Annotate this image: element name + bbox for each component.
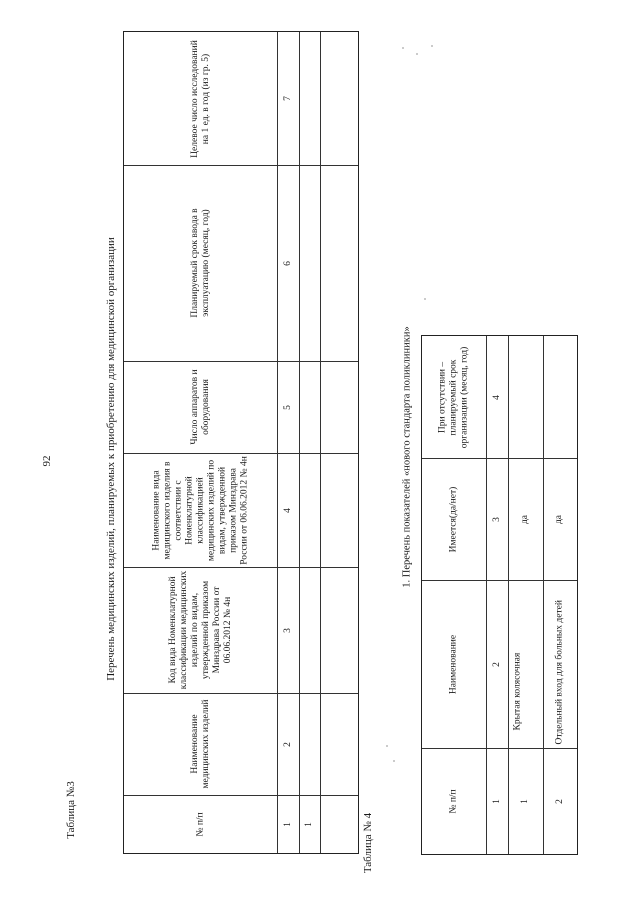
table3-header-col1: № п/п	[195, 811, 205, 837]
table4-row1-available: да	[520, 514, 530, 524]
table3-colnum-5: 5	[282, 404, 293, 410]
table3	[123, 31, 359, 854]
table4-header-col3: Имеется(да/нет)	[448, 486, 459, 552]
table-row: 2	[554, 798, 565, 804]
table3-colnum-1: 1	[282, 821, 293, 827]
table4-colnum-3: 3	[491, 516, 502, 522]
table4-colnum-4: 4	[491, 394, 502, 400]
table3-colnum-4: 4	[282, 507, 293, 513]
page-number: 92	[41, 455, 53, 467]
table3-colnum-7: 7	[282, 96, 293, 101]
table-row: 1	[304, 821, 314, 827]
table3-header-col7: Целевое число исследований на 1 ед. в год (из гр. 5)	[189, 39, 211, 158]
table4-colnum-2: 2	[491, 661, 502, 667]
table3-title: Перечень медицинских изделий, планируемых к приобретению для медицинской организации	[105, 237, 117, 681]
table4-header-col1: № п/п	[448, 788, 459, 814]
table4	[421, 335, 578, 855]
table3-colnum-3: 3	[282, 627, 293, 633]
table3-colnum-6: 6	[282, 260, 293, 266]
table4-row2-name: Отдельный вход для больных детей	[554, 599, 565, 744]
table3-header-col4: Наименование вида медицинского изделия в соответствии с Номенклатурной классификацией медицинских изделий по видам, утвержденной приказом Минздрава России от 06.06.2012 № 4н	[151, 455, 249, 565]
table3-header-col3: Код вида Номенклатурной классификации медицинских изделий по видам, утвержденной приказом Минздрава России от 06.06.2012 № 4н	[167, 570, 233, 690]
table4-label: Таблица № 4	[362, 812, 374, 874]
table3-header-col2: Наименование медицинских изделий	[189, 699, 211, 789]
table4-header-col2: Наименование	[448, 634, 459, 694]
table3-header-col5: Число аппаратов и оборудования	[189, 369, 211, 445]
table-row: 1	[520, 798, 530, 804]
table4-row1-name: Крытая колясочная	[512, 652, 523, 731]
table3-header-col6: Планируемый срок ввода в эксплуатацию (месяц, год)	[189, 208, 211, 318]
table4-title: 1. Перечень показателей «нового стандарта поликлиники»	[401, 326, 413, 588]
table3-colnum-2: 2	[282, 741, 293, 747]
table4-row2-available: да	[554, 514, 565, 524]
table4-header-col4: При отсутствии – планируемый срок организации (месяц, год)	[437, 346, 470, 448]
table4-colnum-1: 1	[491, 798, 502, 804]
table3-label: Таблица №3	[65, 781, 77, 839]
